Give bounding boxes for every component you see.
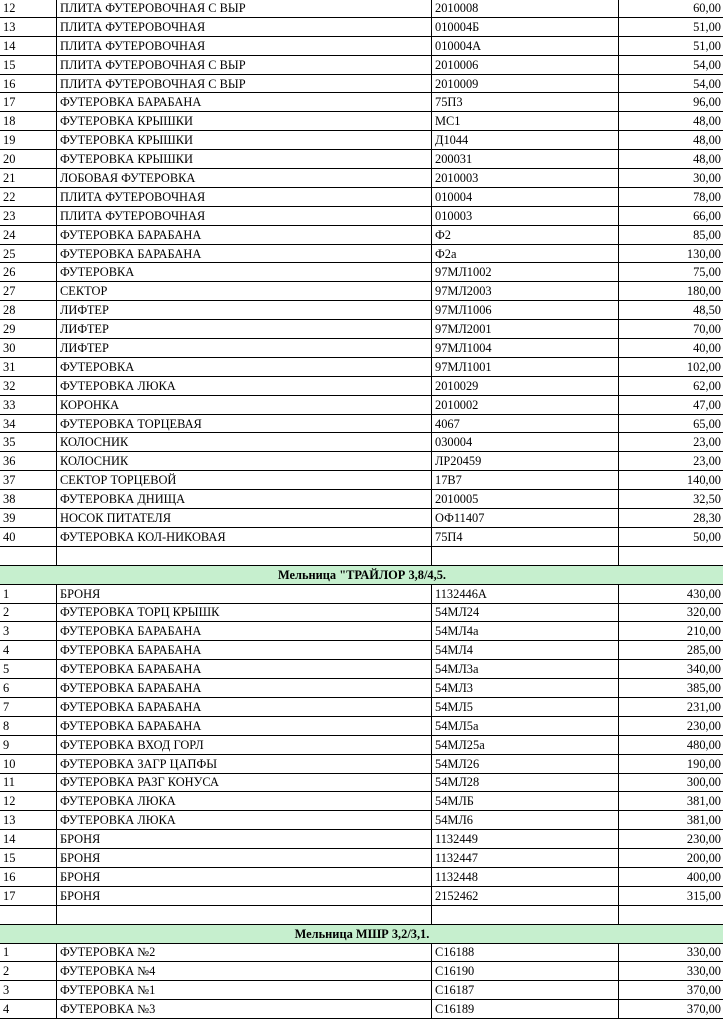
table-row	[0, 943, 723, 962]
item-price: 130,00	[619, 244, 723, 263]
row-number: 37	[0, 471, 57, 490]
item-code: 200031	[432, 150, 619, 169]
item-code: 010004Б	[432, 17, 619, 36]
item-code: 4067	[432, 414, 619, 433]
item-price: 315,00	[619, 886, 723, 905]
row-number: 15	[0, 55, 57, 74]
item-code: ЛР20459	[432, 452, 619, 471]
item-name: ФУТЕРОВКА №1	[57, 981, 432, 1000]
table-row	[0, 357, 723, 376]
row-number: 32	[0, 376, 57, 395]
row-number: 3	[0, 622, 57, 641]
table-row	[0, 886, 723, 905]
item-name: ФУТЕРОВКА ЛЮКА	[57, 376, 432, 395]
row-number: 3	[0, 981, 57, 1000]
row-number: 7	[0, 697, 57, 716]
item-name: ЛОБОВАЯ ФУТЕРОВКА	[57, 169, 432, 188]
item-name: ФУТЕРОВКА	[57, 263, 432, 282]
item-code: 54МЛ5	[432, 697, 619, 716]
item-name: БРОНЯ	[57, 584, 432, 603]
row-number: 35	[0, 433, 57, 452]
item-name: ФУТЕРОВКА КРЫШКИ	[57, 150, 432, 169]
item-price: 51,00	[619, 17, 723, 36]
item-code: 1132447	[432, 849, 619, 868]
item-code: 2010008	[432, 0, 619, 17]
table-row	[0, 452, 723, 471]
table-row	[0, 849, 723, 868]
item-code: 010004	[432, 187, 619, 206]
item-price: 75,00	[619, 263, 723, 282]
item-name: СЕКТОР	[57, 282, 432, 301]
table-row	[0, 244, 723, 263]
item-price: 370,00	[619, 1000, 723, 1019]
row-number: 4	[0, 1000, 57, 1019]
item-code: 1132448	[432, 867, 619, 886]
item-code: Ф2а	[432, 244, 619, 263]
item-price: 140,00	[619, 471, 723, 490]
item-price: 48,50	[619, 301, 723, 320]
row-number: 19	[0, 131, 57, 150]
table-row	[0, 0, 723, 17]
item-code: 010004А	[432, 36, 619, 55]
row-number: 29	[0, 320, 57, 339]
item-name: ФУТЕРОВКА БАРАБАНА	[57, 679, 432, 698]
item-code: 54МЛ3	[432, 679, 619, 698]
row-number: 10	[0, 754, 57, 773]
item-code: 2010003	[432, 169, 619, 188]
item-code: С16190	[432, 962, 619, 981]
row-number: 34	[0, 414, 57, 433]
table-row	[0, 36, 723, 55]
item-name: ФУТЕРОВКА БАРАБАНА	[57, 716, 432, 735]
item-code: 97МЛ1002	[432, 263, 619, 282]
section-header-row	[0, 924, 723, 943]
item-price: 54,00	[619, 74, 723, 93]
row-number: 5	[0, 660, 57, 679]
section-heading: Мельница "ТРАЙЛОР 3,8/4,5.	[0, 565, 723, 584]
table-row	[0, 131, 723, 150]
item-price: 200,00	[619, 849, 723, 868]
item-price: 480,00	[619, 735, 723, 754]
table-row	[0, 867, 723, 886]
item-price: 23,00	[619, 433, 723, 452]
item-name: ПЛИТА ФУТЕРОВОЧНАЯ	[57, 36, 432, 55]
item-name: ЛИФТЕР	[57, 320, 432, 339]
table-row	[0, 697, 723, 716]
item-name: ФУТЕРОВКА БАРАБАНА	[57, 641, 432, 660]
row-number: 39	[0, 509, 57, 528]
section-header-row	[0, 565, 723, 584]
item-name: ЛИФТЕР	[57, 301, 432, 320]
row-number: 11	[0, 773, 57, 792]
empty-cell	[619, 905, 723, 924]
section-heading: Мельница МШР 3,2/3,1.	[0, 924, 723, 943]
item-code: Ф2	[432, 225, 619, 244]
item-code: 2010002	[432, 395, 619, 414]
empty-cell	[432, 905, 619, 924]
item-name: ПЛИТА ФУТЕРОВОЧНАЯ С ВЫР	[57, 0, 432, 17]
table-row	[0, 679, 723, 698]
table-row	[0, 225, 723, 244]
item-name: ФУТЕРОВКА БАРАБАНА	[57, 93, 432, 112]
row-number: 25	[0, 244, 57, 263]
row-number: 20	[0, 150, 57, 169]
item-code: 2010006	[432, 55, 619, 74]
item-code: 54МЛ25а	[432, 735, 619, 754]
empty-cell	[0, 905, 57, 924]
item-code: 17В7	[432, 471, 619, 490]
row-number: 12	[0, 792, 57, 811]
table-row	[0, 187, 723, 206]
row-number: 30	[0, 339, 57, 358]
table-row	[0, 414, 723, 433]
item-price: 230,00	[619, 716, 723, 735]
item-code: 2010009	[432, 74, 619, 93]
row-number: 16	[0, 867, 57, 886]
item-name: ФУТЕРОВКА КРЫШКИ	[57, 131, 432, 150]
item-name: ФУТЕРОВКА №2	[57, 943, 432, 962]
table-row	[0, 320, 723, 339]
table-row	[0, 962, 723, 981]
item-name: ФУТЕРОВКА №3	[57, 1000, 432, 1019]
table-row	[0, 112, 723, 131]
row-number: 2	[0, 962, 57, 981]
item-price: 230,00	[619, 830, 723, 849]
item-name: ФУТЕРОВКА БАРАБАНА	[57, 697, 432, 716]
item-name: ФУТЕРОВКА №4	[57, 962, 432, 981]
item-name: ПЛИТА ФУТЕРОВОЧНАЯ	[57, 187, 432, 206]
row-number: 38	[0, 490, 57, 509]
row-number: 1	[0, 584, 57, 603]
table-row	[0, 641, 723, 660]
item-code: 75П3	[432, 93, 619, 112]
row-number: 14	[0, 830, 57, 849]
item-price: 370,00	[619, 981, 723, 1000]
table-row	[0, 206, 723, 225]
item-price: 30,00	[619, 169, 723, 188]
item-name: ФУТЕРОВКА БАРАБАНА	[57, 244, 432, 263]
table-row	[0, 55, 723, 74]
item-code: 54МЛ3а	[432, 660, 619, 679]
row-number: 14	[0, 36, 57, 55]
item-name: ФУТЕРОВКА БАРАБАНА	[57, 660, 432, 679]
table-row	[0, 301, 723, 320]
item-name: ФУТЕРОВКА ДНИЩА	[57, 490, 432, 509]
item-name: КОРОНКА	[57, 395, 432, 414]
item-price: 330,00	[619, 943, 723, 962]
row-number: 16	[0, 74, 57, 93]
row-number: 13	[0, 17, 57, 36]
empty-cell	[432, 546, 619, 565]
row-number: 31	[0, 357, 57, 376]
row-number: 17	[0, 886, 57, 905]
row-number: 21	[0, 169, 57, 188]
item-code: 97МЛ1001	[432, 357, 619, 376]
item-code: Д1044	[432, 131, 619, 150]
empty-cell	[0, 546, 57, 565]
row-number: 8	[0, 716, 57, 735]
table-row	[0, 981, 723, 1000]
item-code: 2010005	[432, 490, 619, 509]
item-name: ПЛИТА ФУТЕРОВОЧНАЯ	[57, 17, 432, 36]
table-row	[0, 395, 723, 414]
item-code: 54МЛ4	[432, 641, 619, 660]
row-number: 2	[0, 603, 57, 622]
item-code: С16189	[432, 1000, 619, 1019]
item-price: 47,00	[619, 395, 723, 414]
item-price: 231,00	[619, 697, 723, 716]
item-price: 23,00	[619, 452, 723, 471]
table-row	[0, 527, 723, 546]
row-number: 28	[0, 301, 57, 320]
table-row	[0, 490, 723, 509]
item-price: 340,00	[619, 660, 723, 679]
table-row	[0, 584, 723, 603]
empty-cell	[57, 905, 432, 924]
item-price: 180,00	[619, 282, 723, 301]
table-row	[0, 773, 723, 792]
item-code: С16188	[432, 943, 619, 962]
item-code: 2152462	[432, 886, 619, 905]
table-row	[0, 622, 723, 641]
item-name: КОЛОСНИК	[57, 433, 432, 452]
row-number: 4	[0, 641, 57, 660]
item-price: 32,50	[619, 490, 723, 509]
item-price: 65,00	[619, 414, 723, 433]
table-row	[0, 74, 723, 93]
item-price: 381,00	[619, 811, 723, 830]
table-row	[0, 811, 723, 830]
table-row	[0, 603, 723, 622]
item-price: 48,00	[619, 131, 723, 150]
item-code: 54МЛ28	[432, 773, 619, 792]
item-name: ФУТЕРОВКА БАРАБАНА	[57, 225, 432, 244]
table-row	[0, 735, 723, 754]
item-name: ПЛИТА ФУТЕРОВОЧНАЯ С ВЫР	[57, 74, 432, 93]
row-number: 26	[0, 263, 57, 282]
item-code: 030004	[432, 433, 619, 452]
row-number: 27	[0, 282, 57, 301]
item-name: ФУТЕРОВКА КОЛ-НИКОВАЯ	[57, 527, 432, 546]
item-code: 97МЛ1004	[432, 339, 619, 358]
table-row	[0, 509, 723, 528]
table-row	[0, 471, 723, 490]
table-row	[0, 433, 723, 452]
item-price: 400,00	[619, 867, 723, 886]
item-name: ФУТЕРОВКА	[57, 357, 432, 376]
item-price: 300,00	[619, 773, 723, 792]
item-price: 54,00	[619, 55, 723, 74]
empty-cell	[57, 546, 432, 565]
row-number: 24	[0, 225, 57, 244]
item-price: 330,00	[619, 962, 723, 981]
item-price: 385,00	[619, 679, 723, 698]
table-row	[0, 660, 723, 679]
item-code: 54МЛБ	[432, 792, 619, 811]
table-row	[0, 830, 723, 849]
table-row	[0, 263, 723, 282]
item-price: 210,00	[619, 622, 723, 641]
table-row	[0, 150, 723, 169]
item-code: 54МЛ26	[432, 754, 619, 773]
item-name: ПЛИТА ФУТЕРОВОЧНАЯ	[57, 206, 432, 225]
row-number: 40	[0, 527, 57, 546]
item-price: 70,00	[619, 320, 723, 339]
item-price: 28,30	[619, 509, 723, 528]
item-price: 381,00	[619, 792, 723, 811]
item-code: С16187	[432, 981, 619, 1000]
row-number: 17	[0, 93, 57, 112]
spacer-row	[0, 546, 723, 565]
item-code: 54МЛ24	[432, 603, 619, 622]
row-number: 6	[0, 679, 57, 698]
item-price: 285,00	[619, 641, 723, 660]
item-code: 54МЛ5а	[432, 716, 619, 735]
item-code: 97МЛ2001	[432, 320, 619, 339]
item-code: 1132449	[432, 830, 619, 849]
item-name: ФУТЕРОВКА ЛЮКА	[57, 792, 432, 811]
item-name: ФУТЕРОВКА КРЫШКИ	[57, 112, 432, 131]
item-code: 97МЛ1006	[432, 301, 619, 320]
row-number: 33	[0, 395, 57, 414]
item-name: ЛИФТЕР	[57, 339, 432, 358]
item-price: 51,00	[619, 36, 723, 55]
table-row	[0, 1000, 723, 1019]
item-name: ФУТЕРОВКА БАРАБАНА	[57, 622, 432, 641]
item-name: КОЛОСНИК	[57, 452, 432, 471]
item-name: БРОНЯ	[57, 867, 432, 886]
item-name: СЕКТОР ТОРЦЕВОЙ	[57, 471, 432, 490]
table-row	[0, 17, 723, 36]
item-name: БРОНЯ	[57, 830, 432, 849]
row-number: 9	[0, 735, 57, 754]
row-number: 23	[0, 206, 57, 225]
item-name: ФУТЕРОВКА ВХОД ГОРЛ	[57, 735, 432, 754]
table-row	[0, 282, 723, 301]
table-row	[0, 93, 723, 112]
item-price: 320,00	[619, 603, 723, 622]
item-price: 102,00	[619, 357, 723, 376]
item-name: ФУТЕРОВКА ЛЮКА	[57, 811, 432, 830]
row-number: 12	[0, 0, 57, 17]
item-price: 40,00	[619, 339, 723, 358]
item-name: ФУТЕРОВКА ЗАГР ЦАПФЫ	[57, 754, 432, 773]
item-price: 48,00	[619, 112, 723, 131]
item-code: 010003	[432, 206, 619, 225]
row-number: 18	[0, 112, 57, 131]
item-price: 190,00	[619, 754, 723, 773]
empty-cell	[619, 546, 723, 565]
item-price: 78,00	[619, 187, 723, 206]
item-price: 60,00	[619, 0, 723, 17]
table-row	[0, 754, 723, 773]
item-name: НОСОК ПИТАТЕЛЯ	[57, 509, 432, 528]
table-row	[0, 169, 723, 188]
item-name: ФУТЕРОВКА ТОРЦ КРЫШК	[57, 603, 432, 622]
item-price: 85,00	[619, 225, 723, 244]
row-number: 1	[0, 943, 57, 962]
spacer-row	[0, 905, 723, 924]
item-name: БРОНЯ	[57, 886, 432, 905]
item-code: 97МЛ2003	[432, 282, 619, 301]
item-name: ФУТЕРОВКА РАЗГ КОНУСА	[57, 773, 432, 792]
item-name: ПЛИТА ФУТЕРОВОЧНАЯ С ВЫР	[57, 55, 432, 74]
item-price: 50,00	[619, 527, 723, 546]
item-name: ФУТЕРОВКА ТОРЦЕВАЯ	[57, 414, 432, 433]
item-code: МС1	[432, 112, 619, 131]
item-code: 2010029	[432, 376, 619, 395]
table-row	[0, 339, 723, 358]
row-number: 15	[0, 849, 57, 868]
row-number: 22	[0, 187, 57, 206]
item-code: 54МЛ4а	[432, 622, 619, 641]
table-row	[0, 792, 723, 811]
item-code: 75П4	[432, 527, 619, 546]
row-number: 13	[0, 811, 57, 830]
table-row	[0, 376, 723, 395]
item-price: 48,00	[619, 150, 723, 169]
item-price: 62,00	[619, 376, 723, 395]
row-number: 36	[0, 452, 57, 471]
item-price: 430,00	[619, 584, 723, 603]
item-code: ОФ11407	[432, 509, 619, 528]
item-name: БРОНЯ	[57, 849, 432, 868]
table-row	[0, 716, 723, 735]
item-price: 96,00	[619, 93, 723, 112]
item-price: 66,00	[619, 206, 723, 225]
item-code: 54МЛ6	[432, 811, 619, 830]
item-code: 1132446А	[432, 584, 619, 603]
